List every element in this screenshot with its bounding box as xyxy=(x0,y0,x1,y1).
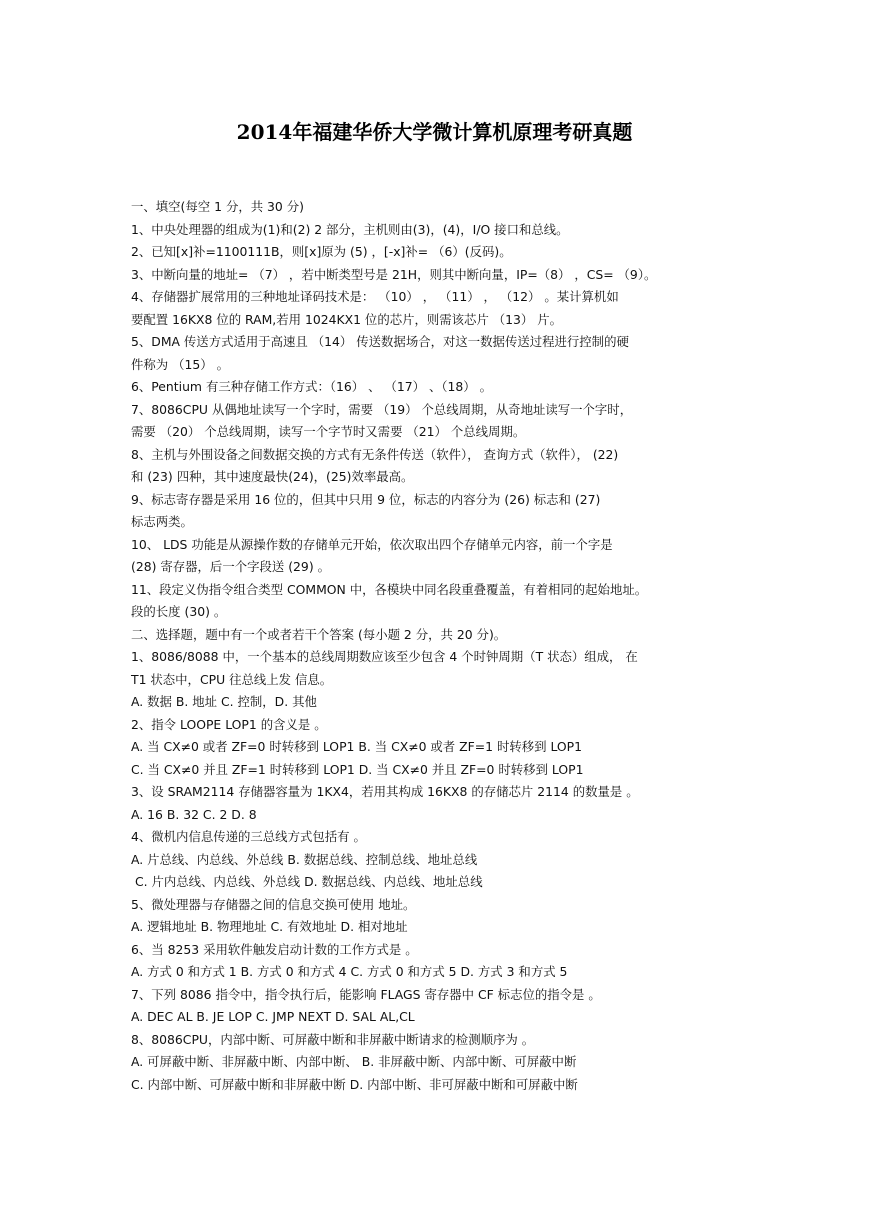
question-line: 件称为 （15） 。 xyxy=(131,356,229,372)
document-body xyxy=(131,196,743,1096)
question-line: 11、段定义伪指令组合类型 COMMON 中，各模块中同名段重叠覆盖，有着相同的起始地址。 xyxy=(131,581,648,597)
document-title: 2014年福建华侨大学微计算机原理考研真题 xyxy=(236,120,633,144)
answer-options: A. 当 CX≠0 或者 ZF=0 时转移到 LOP1 B. 当 CX≠0 或者 ZF=1 时转移到 LOP1 xyxy=(131,739,583,754)
question-line: 5、DMA 传送方式适用于高速且 （14） 传送数据场合，对这一数据传送过程进行控制的硬 xyxy=(131,334,629,349)
question-line: 6、Pentium 有三种存储工作方式：（16） 、 （17） 、（18） 。 xyxy=(131,379,493,394)
answer-options: C. 片内总线、内总线、外总线 D. 数据总线、内总线、地址总线 xyxy=(131,874,483,889)
question-line: 1、中央处理器的组成为(1)和(2) 2 部分，主机则由(3)，(4)，I/O 接口和总线。 xyxy=(131,221,569,237)
question-line: T1 状态中，CPU 往总线上发 信息。 xyxy=(131,671,333,687)
question-line: 要配置 16KX8 位的 RAM,若用 1024KX1 位的芯片，则需该芯片 （13） 片。 xyxy=(131,311,563,327)
question-line: 需要 （20） 个总线周期，读写一个字节时又需要 （21） 个总线周期。 xyxy=(131,424,526,439)
answer-options: A. 片总线、内总线、外总线 B. 数据总线、控制总线、地址总线 xyxy=(131,851,478,867)
question-line: 段的长度 (30) 。 xyxy=(131,604,227,619)
question-line: 和 (23) 四种，其中速度最快(24)，(25)效率最高。 xyxy=(131,469,414,484)
section-heading-multiple-choice: 二、选择题，题中有一个或者若干个答案 (每小题 2 分，共 20 分)。 xyxy=(131,626,507,642)
question-line: (28) 寄存器，后一个字段送 (29) 。 xyxy=(131,559,330,574)
question-line: 2、已知[x]补=1100111B，则[x]原为 (5) ，[-x]补= （6）(反码)。 xyxy=(131,244,512,259)
answer-options: A. 16 B. 32 C. 2 D. 8 xyxy=(131,806,257,822)
question-line: 9、标志寄存器是采用 16 位的，但其中只用 9 位，标志的内容分为 (26) 标志和 (27) xyxy=(131,491,601,507)
question-line: 2、指令 LOOPE LOP1 的含义是 。 xyxy=(131,716,327,732)
section-heading-fill-in: 一、填空(每空 1 分，共 30 分) xyxy=(131,199,304,214)
question-line: 1、8086/8088 中，一个基本的总线周期数应该至少包含 4 个时钟周期（T 状态）组成， 在 xyxy=(131,649,638,664)
question-line: 10、 LDS 功能是从源操作数的存储单元开始，依次取出四个存储单元内容，前一个字是 xyxy=(131,536,613,552)
question-line: 3、中断向量的地址= （7） ，若中断类型号是 21H，则其中断向量，IP=（8） ，CS= （9）。 xyxy=(131,266,657,282)
question-line: 7、8086CPU 从偶地址读写一个字时，需要 （19） 个总线周期，从奇地址读写一个字时， xyxy=(131,401,633,417)
answer-options: A. 数据 B. 地址 C. 控制，D. 其他 xyxy=(131,694,317,709)
question-line: 6、当 8253 采用软件触发启动计数的工作方式是 。 xyxy=(131,941,418,957)
question-line: 标志两类。 xyxy=(131,514,193,529)
question-line: 5、微处理器与存储器之间的信息交换可使用 地址。 xyxy=(131,896,416,912)
answer-options: A. DEC AL B. JE LOP C. JMP NEXT D. SAL AL,CL xyxy=(131,1009,415,1024)
question-line: 8、主机与外围设备之间数据交换的方式有无条件传送（软件）， 查询方式（软件）， (22) xyxy=(131,446,619,462)
question-line: 7、下列 8086 指令中，指令执行后，能影响 FLAGS 寄存器中 CF 标志位的指令是 。 xyxy=(131,986,601,1002)
question-line: 3、设 SRAM2114 存储器容量为 1KX4，若用其构成 16KX8 的存储芯片 2114 的数量是 。 xyxy=(131,784,639,799)
answer-options: C. 内部中断、可屏蔽中断和非屏蔽中断 D. 内部中断、非可屏蔽中断和可屏蔽中断 xyxy=(131,1076,578,1092)
question-line: 4、存储器扩展常用的三种地址译码技术是： （10） ， （11） ， （12） 。某计算机如 xyxy=(131,289,619,304)
question-line: 8、8086CPU，内部中断、可屏蔽中断和非屏蔽中断请求的检测顺序为 。 xyxy=(131,1031,535,1047)
answer-options: A. 可屏蔽中断、非屏蔽中断、内部中断、 B. 非屏蔽中断、内部中断、可屏蔽中断 xyxy=(131,1054,577,1069)
answer-options: A. 方式 0 和方式 1 B. 方式 0 和方式 4 C. 方式 0 和方式 5 D. 方式 3 和方式 5 xyxy=(131,964,568,979)
question-line: 4、微机内信息传递的三总线方式包括有 。 xyxy=(131,829,366,844)
answer-options: C. 当 CX≠0 并且 ZF=1 时转移到 LOP1 D. 当 CX≠0 并且 ZF=0 时转移到 LOP1 xyxy=(131,761,584,777)
answer-options: A. 逻辑地址 B. 物理地址 C. 有效地址 D. 相对地址 xyxy=(131,919,408,934)
